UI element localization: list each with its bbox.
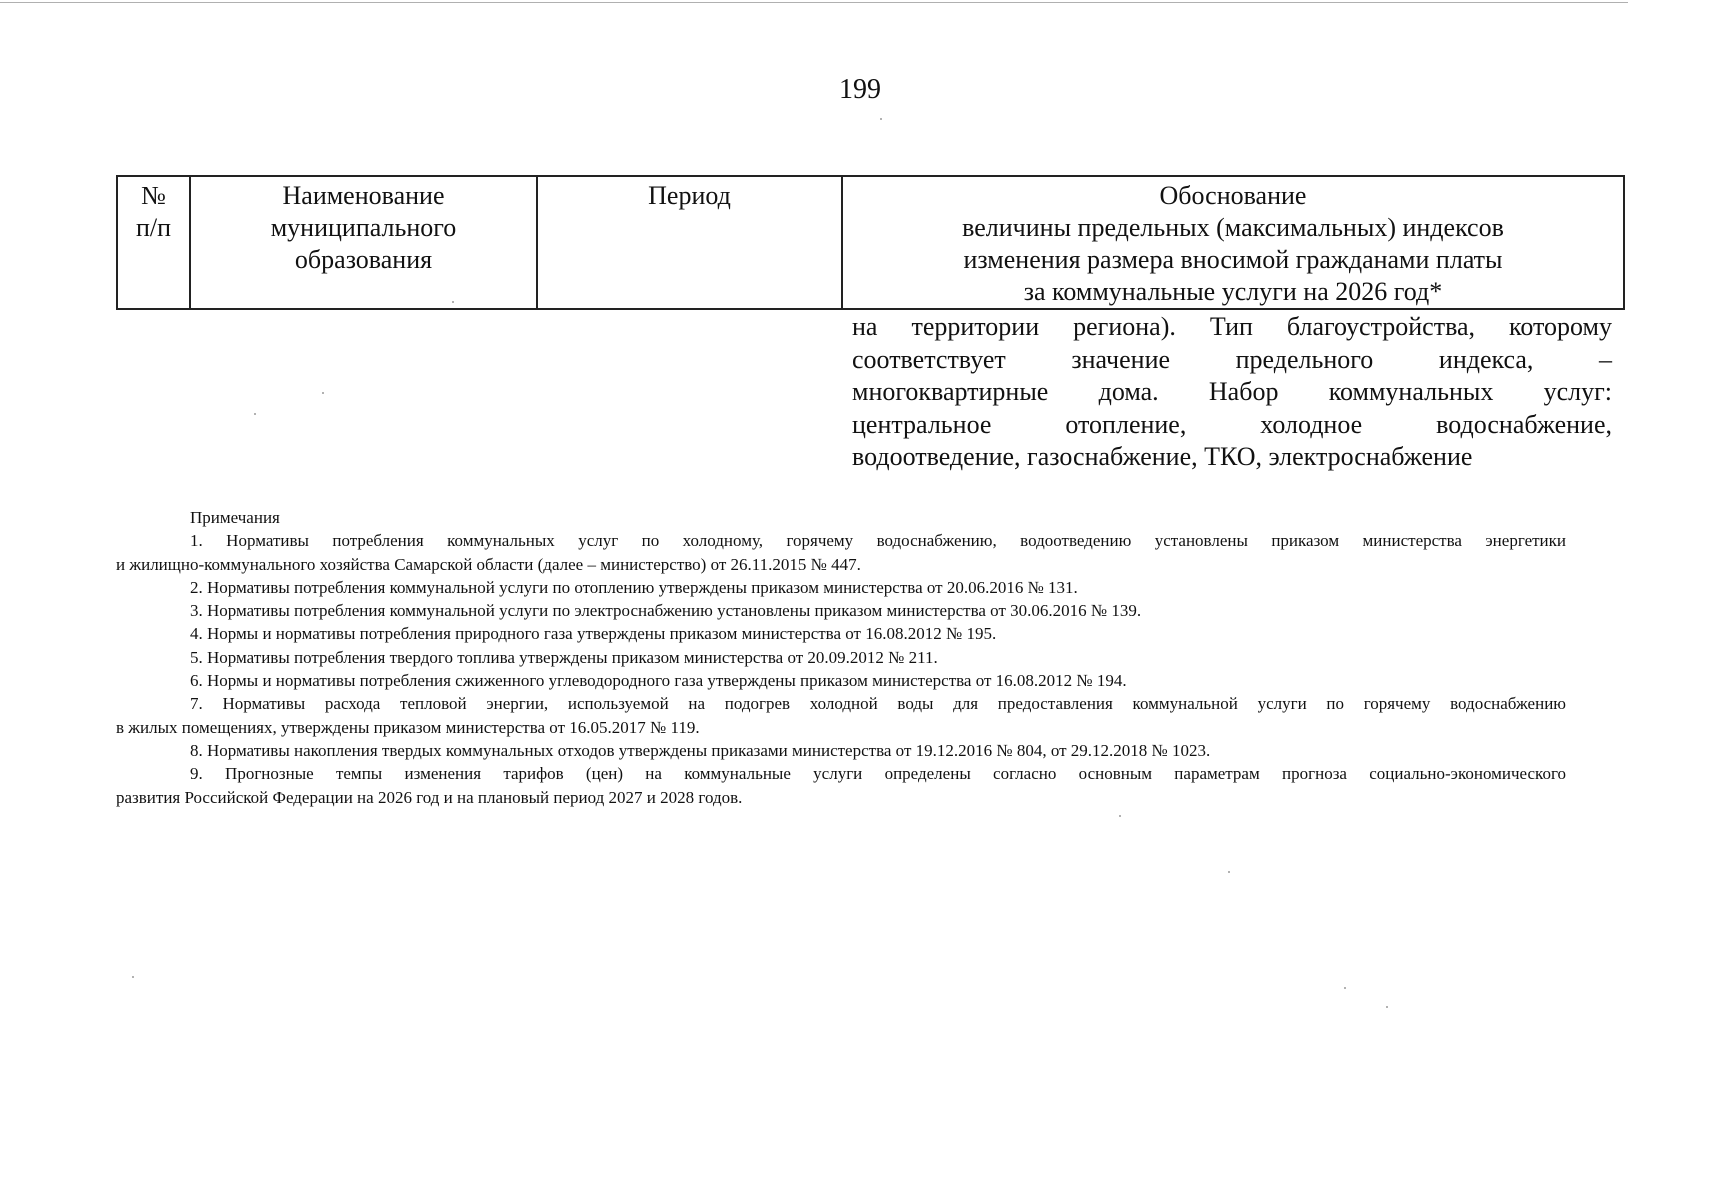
- notes-title: Примечания: [190, 508, 280, 527]
- note-item-1-continuation: и жилищно-коммунального хозяйства Самарской области (далее – министерство) от 26.11.2015 № 447.: [116, 554, 861, 574]
- scan-speck: [1228, 871, 1230, 873]
- scan-speck: [322, 392, 324, 394]
- notes-section: [116, 506, 1566, 809]
- header-cell-period: [537, 176, 842, 309]
- note-item-5: 5. Нормативы потребления твердого топлива утверждены приказом министерства от 20.09.2012 № 211.: [190, 647, 938, 667]
- continuation-line: соответствует значение предельного индекса, –: [852, 344, 1612, 374]
- scan-speck: [880, 118, 882, 120]
- header-period-line: Период: [648, 181, 731, 210]
- continuation-line: на территории региона). Тип благоустройства, которому: [852, 312, 1612, 341]
- note-item-2: 2. Нормативы потребления коммунальной услуги по отоплению утверждены приказом министерства от 20.06.2016 № 131.: [190, 577, 1078, 597]
- header-number-line: п/п: [135, 213, 172, 242]
- header-municipality-line: Наименование: [282, 181, 445, 210]
- header-basis-line: изменения размера вносимой гражданами платы: [963, 245, 1503, 274]
- note-item-6: 6. Нормы и нормативы потребления сжиженного углеводородного газа утверждены приказом министерства от 16.08.2012 № 194.: [190, 671, 1127, 691]
- header-cell-basis: [842, 176, 1624, 309]
- note-item-8: 8. Нормативы накопления твердых коммунальных отходов утверждены приказами министерства от 19.12.2016 № 804, от 29.12.2018 № 1023.: [190, 740, 1211, 760]
- header-cell-municipality: [190, 176, 537, 309]
- note-item-7: 7. Нормативы расхода тепловой энергии, используемой на подогрев холодной воды для предоставления коммунальной услуги по горячему водоснабжению: [190, 694, 1566, 714]
- header-cell-number: [117, 176, 190, 309]
- header-municipality-line: образования: [294, 245, 433, 274]
- scan-speck: [1386, 1006, 1388, 1008]
- header-basis-line: за коммунальные услуги на 2026 год*: [1023, 277, 1443, 306]
- header-municipality-line: муниципального: [270, 213, 457, 242]
- note-item-1: 1. Нормативы потребления коммунальных услуг по холодному, горячему водоснабжению, водоотведению установлены приказом министерства энергетики: [190, 531, 1566, 551]
- scan-speck: [132, 976, 134, 978]
- scan-speck: [1119, 815, 1121, 817]
- table-header-row: [117, 176, 1624, 309]
- note-item-7-continuation: в жилых помещениях, утверждены приказом министерства от 16.05.2017 № 119.: [116, 717, 700, 737]
- table-header: [116, 175, 1625, 310]
- header-number-line: №: [141, 181, 166, 210]
- continuation-line: центральное отопление, холодное водоснабжение,: [852, 409, 1612, 439]
- page-number: 199: [839, 74, 881, 105]
- continuation-line: многоквартирные дома. Набор коммунальных услуг:: [852, 377, 1612, 407]
- basis-continuation-text: [852, 311, 1612, 474]
- header-basis-line: Обоснование: [1159, 181, 1307, 210]
- scan-speck: [452, 301, 454, 303]
- scan-speck: [254, 413, 256, 415]
- note-item-9-continuation: развития Российской Федерации на 2026 год и на плановый период 2027 и 2028 годов.: [116, 787, 743, 807]
- header-basis-line: величины предельных (максимальных) индексов: [962, 213, 1504, 242]
- note-item-9: 9. Прогнозные темпы изменения тарифов (цен) на коммунальные услуги определены согласно основным параметрам прогноза социально-экономического: [190, 764, 1566, 784]
- note-item-4: 4. Нормы и нормативы потребления природного газа утверждены приказом министерства от 16.08.2012 № 195.: [190, 624, 997, 644]
- note-item-3: 3. Нормативы потребления коммунальной услуги по электроснабжению установлены приказом министерства от 30.06.2016 № 139.: [190, 601, 1142, 621]
- continuation-line: водоотведение, газоснабжение, ТКО, электроснабжение: [852, 442, 1473, 472]
- scan-speck: [1344, 987, 1346, 989]
- top-scan-rule: [0, 2, 1628, 3]
